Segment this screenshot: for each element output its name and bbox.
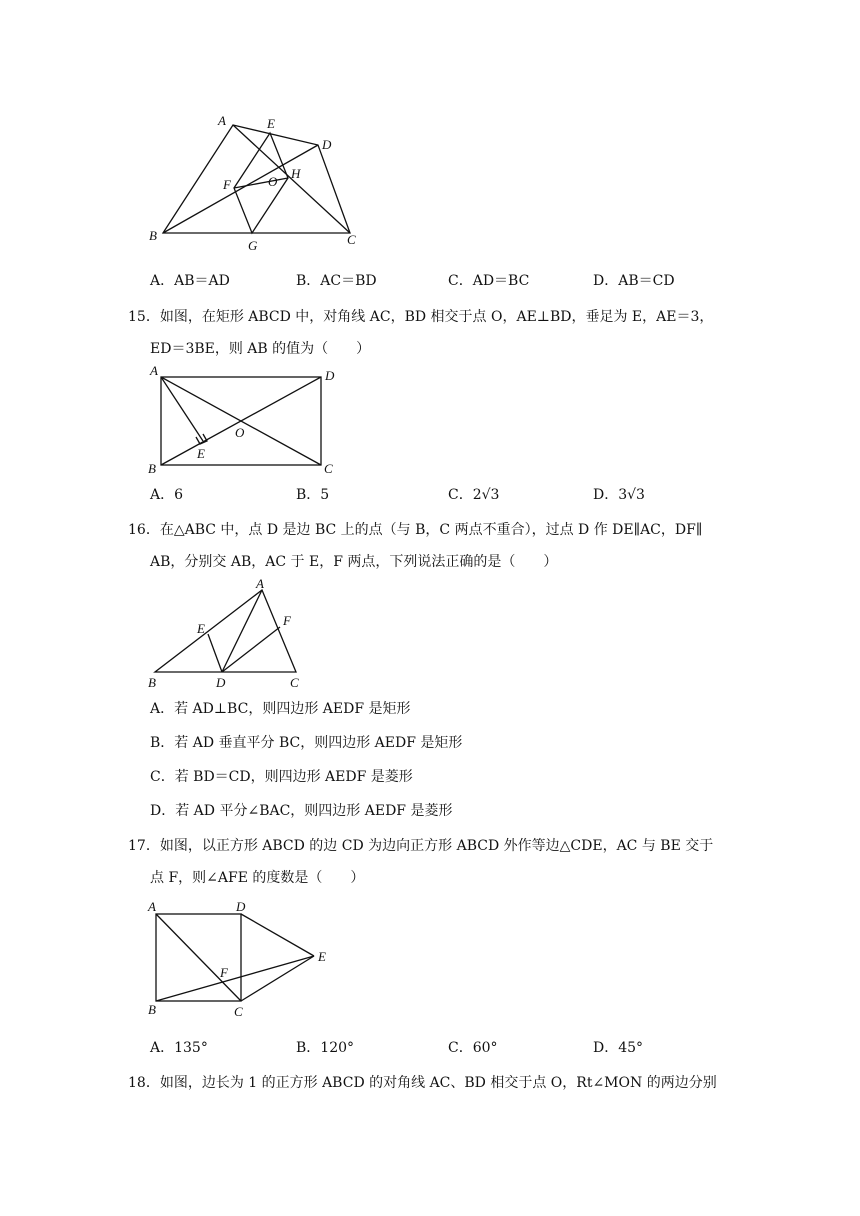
q14-label-G: G: [248, 238, 258, 253]
q17-option-a[interactable]: A．135°: [150, 1040, 208, 1056]
q17-label-C: C: [234, 1004, 243, 1019]
q14-label-F: F: [223, 177, 231, 192]
q15-label-D: D: [325, 368, 335, 383]
q15-label-A: A: [150, 363, 158, 378]
q18-text-line1: 18．如图，边长为 1 的正方形 ABCD 的对角线 AC、BD 相交于点 O，Rt∠MON 的两边分别: [128, 1075, 717, 1091]
q14-label-B: B: [149, 228, 157, 243]
q14-label-A: A: [218, 113, 226, 128]
q16-label-C: C: [290, 675, 299, 690]
q17-figure: [140, 892, 340, 1022]
q15-label-E: E: [197, 446, 205, 461]
q16-figure: [140, 572, 320, 692]
q17-label-F: F: [220, 965, 228, 980]
q17-option-c[interactable]: C．60°: [448, 1040, 498, 1056]
q17-text-line1: 17．如图，以正方形 ABCD 的边 CD 为边向正方形 ABCD 外作等边△CDE，AC 与 BE 交于: [128, 838, 714, 854]
q14-label-H: H: [291, 166, 301, 181]
q14-option-a[interactable]: A．AB＝AD: [150, 273, 230, 289]
q16-text-line2: AB，分别交 AB，AC 于 E，F 两点，下列说法正确的是（ ）: [150, 554, 558, 570]
q17-option-d[interactable]: D．45°: [593, 1040, 644, 1056]
q16-option-a[interactable]: A．若 AD⊥BC，则四边形 AEDF 是矩形: [150, 701, 411, 717]
q15-text-line2: ED＝3BE，则 AB 的值为（ ）: [150, 341, 371, 357]
q15-option-b[interactable]: B．5: [296, 487, 330, 503]
q16-label-B: B: [148, 675, 156, 690]
q14-label-O: O: [268, 174, 278, 189]
q16-option-d[interactable]: D．若 AD 平分∠BAC，则四边形 AEDF 是菱形: [150, 803, 453, 819]
q16-option-b[interactable]: B．若 AD 垂直平分 BC，则四边形 AEDF 是矩形: [150, 735, 463, 751]
q17-label-B: B: [148, 1002, 156, 1017]
q14-label-D: D: [322, 137, 332, 152]
q14-label-E: E: [267, 116, 275, 131]
q17-label-E: E: [318, 949, 326, 964]
q15-text-line1: 15．如图，在矩形 ABCD 中，对角线 AC，BD 相交于点 O，AE⊥BD，垂足为 E，AE＝3，: [128, 309, 714, 325]
q16-label-F: F: [283, 613, 291, 628]
q16-label-D: D: [216, 675, 226, 690]
q14-option-d[interactable]: D．AB＝CD: [593, 273, 675, 289]
q16-label-A: A: [256, 576, 264, 591]
q15-option-d[interactable]: D．3√3: [593, 487, 645, 503]
q17-label-D: D: [236, 899, 246, 914]
q16-label-E: E: [197, 621, 205, 636]
q15-label-B: B: [148, 461, 156, 476]
q17-label-A: A: [148, 899, 156, 914]
q15-option-a[interactable]: A．6: [150, 487, 184, 503]
q14-option-b[interactable]: B．AC＝BD: [296, 273, 377, 289]
q14-figure: [140, 110, 380, 260]
q17-text-line2: 点 F，则∠AFE 的度数是（ ）: [150, 870, 365, 886]
q15-option-c[interactable]: C．2√3: [448, 487, 500, 503]
q16-text-line1: 16．在△ABC 中，点 D 是边 BC 上的点（与 B，C 两点不重合），过点 D 作 DE∥AC，DF∥: [128, 522, 703, 538]
q14-label-C: C: [347, 232, 356, 247]
q15-label-O: O: [235, 425, 245, 440]
q15-figure: [140, 360, 350, 480]
q16-option-c[interactable]: C．若 BD＝CD，则四边形 AEDF 是菱形: [150, 769, 413, 785]
q14-option-c[interactable]: C．AD＝BC: [448, 273, 530, 289]
q17-option-b[interactable]: B．120°: [296, 1040, 355, 1056]
q15-label-C: C: [324, 461, 333, 476]
